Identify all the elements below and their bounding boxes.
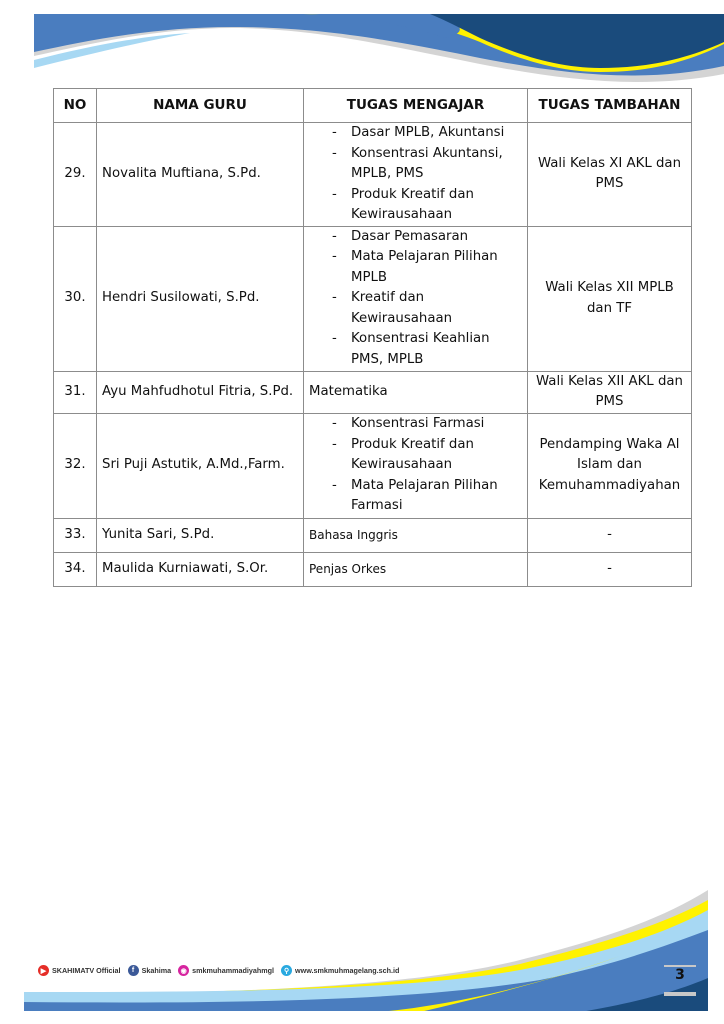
social-label: SKAHIMATV Official: [52, 966, 121, 975]
table-header-row: [54, 89, 692, 123]
mengajar-item: - Konsentrasi Keahlian PMS, MPLB: [329, 329, 522, 370]
row-nama: Ayu Mahfudhotul Fitria, S.Pd.: [97, 371, 304, 413]
row-no: 32.: [54, 413, 97, 518]
mengajar-item: - Konsentrasi Farmasi: [329, 414, 522, 435]
row-tambahan: Wali Kelas XII MPLB dan TF: [528, 226, 692, 371]
page-number-line-bottom: [664, 992, 696, 996]
youtube-icon: ▶: [38, 965, 49, 976]
social-label: www.smkmuhmagelang.sch.id: [295, 966, 400, 975]
row-tambahan: -: [528, 552, 692, 586]
social-website[interactable]: [281, 965, 399, 976]
row-mengajar: Penjas Orkes: [304, 552, 528, 586]
header-tugas-tambahan: TUGAS TAMBAHAN: [528, 89, 692, 123]
social-label: smkmuhammadiyahmgl: [192, 966, 275, 975]
facebook-icon: f: [128, 965, 139, 976]
row-mengajar: [304, 123, 528, 227]
header-no: NO: [54, 89, 97, 123]
social-links: [38, 965, 406, 976]
teacher-table: [53, 88, 692, 587]
header-tugas-mengajar: TUGAS MENGAJAR: [304, 89, 528, 123]
row-tambahan: Wali Kelas XII AKL dan PMS: [528, 371, 692, 413]
web-icon: ⚲: [281, 965, 292, 976]
mengajar-item: - Mata Pelajaran Pilihan MPLB: [329, 247, 522, 288]
row-nama: Hendri Susilowati, S.Pd.: [97, 226, 304, 371]
table-row: [54, 371, 692, 413]
instagram-icon: ◉: [178, 965, 189, 976]
row-mengajar: Bahasa Inggris: [304, 518, 528, 552]
row-mengajar: Matematika: [304, 371, 528, 413]
row-nama: Maulida Kurniawati, S.Or.: [97, 552, 304, 586]
row-mengajar: [304, 413, 528, 518]
row-no: 33.: [54, 518, 97, 552]
table-row: [54, 552, 692, 586]
row-nama: Yunita Sari, S.Pd.: [97, 518, 304, 552]
table-row: [54, 123, 692, 227]
social-instagram[interactable]: [178, 965, 274, 976]
mengajar-item: - Mata Pelajaran Pilihan Farmasi: [329, 476, 522, 517]
row-no: 30.: [54, 226, 97, 371]
mengajar-item: - Dasar MPLB, Akuntansi: [329, 123, 522, 144]
mengajar-item: - Kreatif dan Kewirausahaan: [329, 288, 522, 329]
table-row: [54, 226, 692, 371]
footer-wave-decoration: [0, 880, 724, 1024]
social-facebook[interactable]: [128, 965, 172, 976]
social-youtube[interactable]: [38, 965, 121, 976]
header-nama-guru: NAMA GURU: [97, 89, 304, 123]
row-no: 29.: [54, 123, 97, 227]
row-mengajar: [304, 226, 528, 371]
row-tambahan: Wali Kelas XI AKL dan PMS: [528, 123, 692, 227]
mengajar-item: - Produk Kreatif dan Kewirausahaan: [329, 435, 522, 476]
social-label: Skahima: [141, 966, 172, 975]
row-tambahan: Pendamping Waka Al Islam dan Kemuhammadiyahan: [528, 413, 692, 518]
row-nama: Novalita Muftiana, S.Pd.: [97, 123, 304, 227]
page-number: 3: [675, 967, 685, 983]
row-no: 31.: [54, 371, 97, 413]
table-row: [54, 518, 692, 552]
row-no: 34.: [54, 552, 97, 586]
row-tambahan: -: [528, 518, 692, 552]
header-wave-decoration: [0, 0, 724, 88]
row-nama: Sri Puji Astutik, A.Md.,Farm.: [97, 413, 304, 518]
table-row: [54, 413, 692, 518]
mengajar-item: - Konsentrasi Akuntansi, MPLB, PMS: [329, 144, 522, 185]
mengajar-item: - Dasar Pemasaran: [329, 227, 522, 248]
mengajar-item: - Produk Kreatif dan Kewirausahaan: [329, 185, 522, 226]
